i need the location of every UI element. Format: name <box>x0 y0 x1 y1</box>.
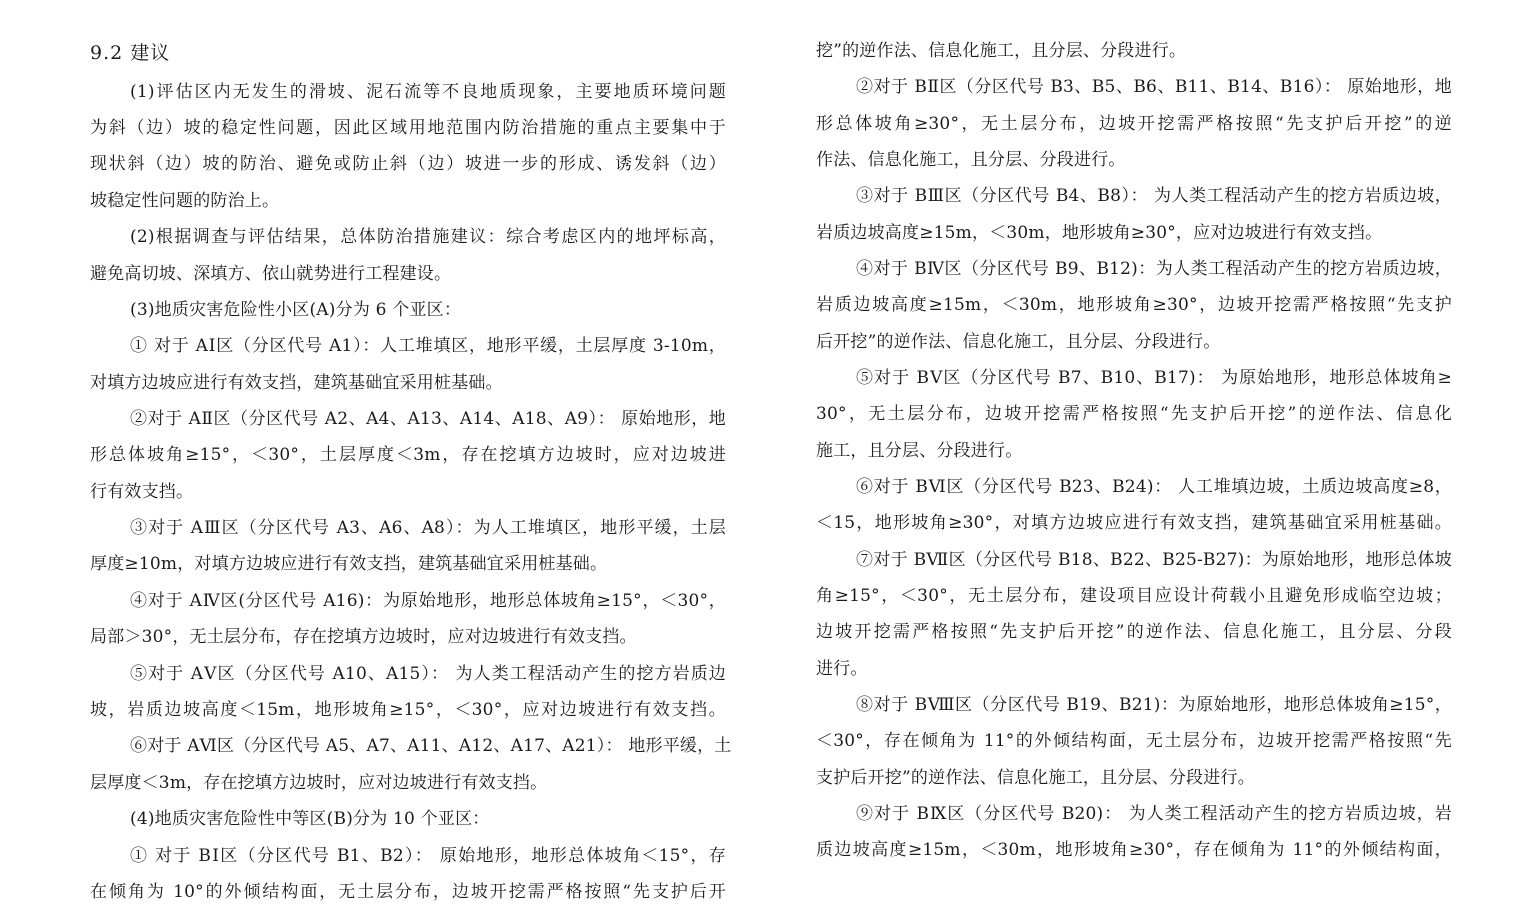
paragraph-line: ① 对于 AⅠ区（分区代号 A1）：人工堆填区，地形平缓，土层厚度 3-10m， <box>130 336 726 356</box>
paragraph-line: 作法、信息化施工，且分层、分段进行。 <box>816 150 1126 170</box>
paragraph-line: ⑥对于 AⅥ区（分区代号 A5、A7、A11、A12、A17、A21）： 地形平缓，土 <box>130 736 732 756</box>
paragraph-line: 避免高切坡、深填方、依山就势进行工程建设。 <box>90 264 452 284</box>
paragraph-line: 为斜（边）坡的稳定性问题，因此区域用地范围内防治措施的重点主要集中于 <box>90 118 726 138</box>
paragraph-line: ②对于 BⅡ区（分区代号 B3、B5、B6、B11、B14、B16）： 原始地形，地 <box>856 77 1452 97</box>
paragraph-line: 局部＞30°，无土层分布，存在挖填方边坡时，应对边坡进行有效支挡。 <box>90 627 637 647</box>
paragraph-line: 进行。 <box>816 659 868 679</box>
paragraph-line: 形总体坡角≥15°，＜30°，土层厚度＜3m，存在挖填方边坡时，应对边坡进 <box>90 445 726 465</box>
paragraph-line: 岩质边坡高度≥15m，＜30m，地形坡角≥30°，应对边坡进行有效支挡。 <box>816 223 1383 243</box>
paragraph-line: 施工，且分层、分段进行。 <box>816 441 1023 461</box>
paragraph-line: ④对于 BⅣ区（分区代号 B9、B12)：为人类工程活动产生的挖方岩质边坡， <box>856 259 1452 279</box>
paragraph-line: ⑨对于 BⅨ区（分区代号 B20)： 为人类工程活动产生的挖方岩质边坡，岩 <box>856 804 1452 824</box>
paragraph-line: ③对于 BⅢ区（分区代号 B4、B8）： 为人类工程活动产生的挖方岩质边坡， <box>856 186 1452 206</box>
paragraph-line: 挖”的逆作法、信息化施工，且分层、分段进行。 <box>816 41 1187 61</box>
paragraph-line: (4)地质灾害危险性中等区(B)分为 10 个亚区： <box>130 809 490 829</box>
paragraph-line: (1)评估区内无发生的滑坡、泥石流等不良地质现象，主要地质环境问题 <box>130 82 726 102</box>
paragraph-line: ⑥对于 BⅥ区（分区代号 B23、B24)： 人工堆填边坡，土质边坡高度≥8， <box>856 477 1452 497</box>
paragraph-line: ＜30°，存在倾角为 11°的外倾结构面，无土层分布，边坡开挖需严格按照“先 <box>816 731 1452 751</box>
paragraph-line: 坡稳定性问题的防治上。 <box>90 191 280 211</box>
paragraph-line: (2)根据调查与评估结果，总体防治措施建议：综合考虑区内的地坪标高， <box>130 227 726 247</box>
paragraph-line: 行有效支挡。 <box>90 482 194 502</box>
paragraph-line: ＜15，地形坡角≥30°，对填方边坡应进行有效支挡，建筑基础宜采用桩基础。 <box>816 513 1452 533</box>
paragraph-line: 30°，无土层分布，边坡开挖需严格按照“先支护后开挖”的逆作法、信息化 <box>816 404 1452 424</box>
paragraph-line: 质边坡高度≥15m，＜30m，地形坡角≥30°，存在倾角为 11°的外倾结构面， <box>816 840 1452 860</box>
paragraph-line: 岩质边坡高度≥15m，＜30m，地形坡角≥30°，边坡开挖需严格按照“先支护 <box>816 295 1452 315</box>
paragraph-line: ⑧对于 BⅧ区（分区代号 B19、B21)：为原始地形，地形总体坡角≥15°， <box>856 695 1452 715</box>
paragraph-line: 在倾角为 10°的外倾结构面，无土层分布，边坡开挖需严格按照“先支护后开 <box>90 882 726 902</box>
paragraph-line: ③对于 AⅢ区（分区代号 A3、A6、A8）：为人工堆填区，地形平缓，土层 <box>130 518 726 538</box>
section-heading: 9.2 建议 <box>90 42 171 64</box>
paragraph-line: 后开挖”的逆作法、信息化施工，且分层、分段进行。 <box>816 332 1221 352</box>
paragraph-line: ④对于 AⅣ区(分区代号 A16)：为原始地形，地形总体坡角≥15°，＜30°， <box>130 591 726 611</box>
paragraph-line: ⑤对于 BⅤ区（分区代号 B7、B10、B17)： 为原始地形，地形总体坡角≥ <box>856 368 1452 388</box>
paragraph-line: 角≥15°，＜30°，无土层分布，建设项目应设计荷载小且避免形成临空边坡； <box>816 586 1452 606</box>
paragraph-line: 层厚度＜3m，存在挖填方边坡时，应对边坡进行有效支挡。 <box>90 773 548 793</box>
paragraph-line: (3)地质灾害危险性小区(A)分为 6 个亚区： <box>130 300 462 320</box>
paragraph-line: 边坡开挖需严格按照“先支护后开挖”的逆作法、信息化施工，且分层、分段 <box>816 622 1452 642</box>
paragraph-line: 对填方边坡应进行有效支挡，建筑基础宜采用桩基础。 <box>90 373 503 393</box>
paragraph-line: ⑤对于 AⅤ区（分区代号 A10、A15）： 为人类工程活动产生的挖方岩质边 <box>130 664 726 684</box>
paragraph-line: ②对于 AⅡ区（分区代号 A2、A4、A13、A14、A18、A9）： 原始地形，地 <box>130 409 726 429</box>
paragraph-line: 支护后开挖”的逆作法、信息化施工，且分层、分段进行。 <box>816 768 1255 788</box>
paragraph-line: 厚度≥10m，对填方边坡应进行有效支挡，建筑基础宜采用桩基础。 <box>90 554 608 574</box>
paragraph-line: 现状斜（边）坡的防治、避免或防止斜（边）坡进一步的形成、诱发斜（边） <box>90 154 726 174</box>
paragraph-line: 形总体坡角≥30°，无土层分布，边坡开挖需严格按照“先支护后开挖”的逆 <box>816 114 1452 134</box>
paragraph-line: ⑦对于 BⅦ区（分区代号 B18、B22、B25-B27)：为原始地形，地形总体坡 <box>856 550 1452 570</box>
paragraph-line: ① 对于 BⅠ区（分区代号 B1、B2）： 原始地形，地形总体坡角＜15°，存 <box>130 846 726 866</box>
paragraph-line: 坡，岩质边坡高度＜15m，地形坡角≥15°，＜30°，应对边坡进行有效支挡。 <box>90 700 726 720</box>
